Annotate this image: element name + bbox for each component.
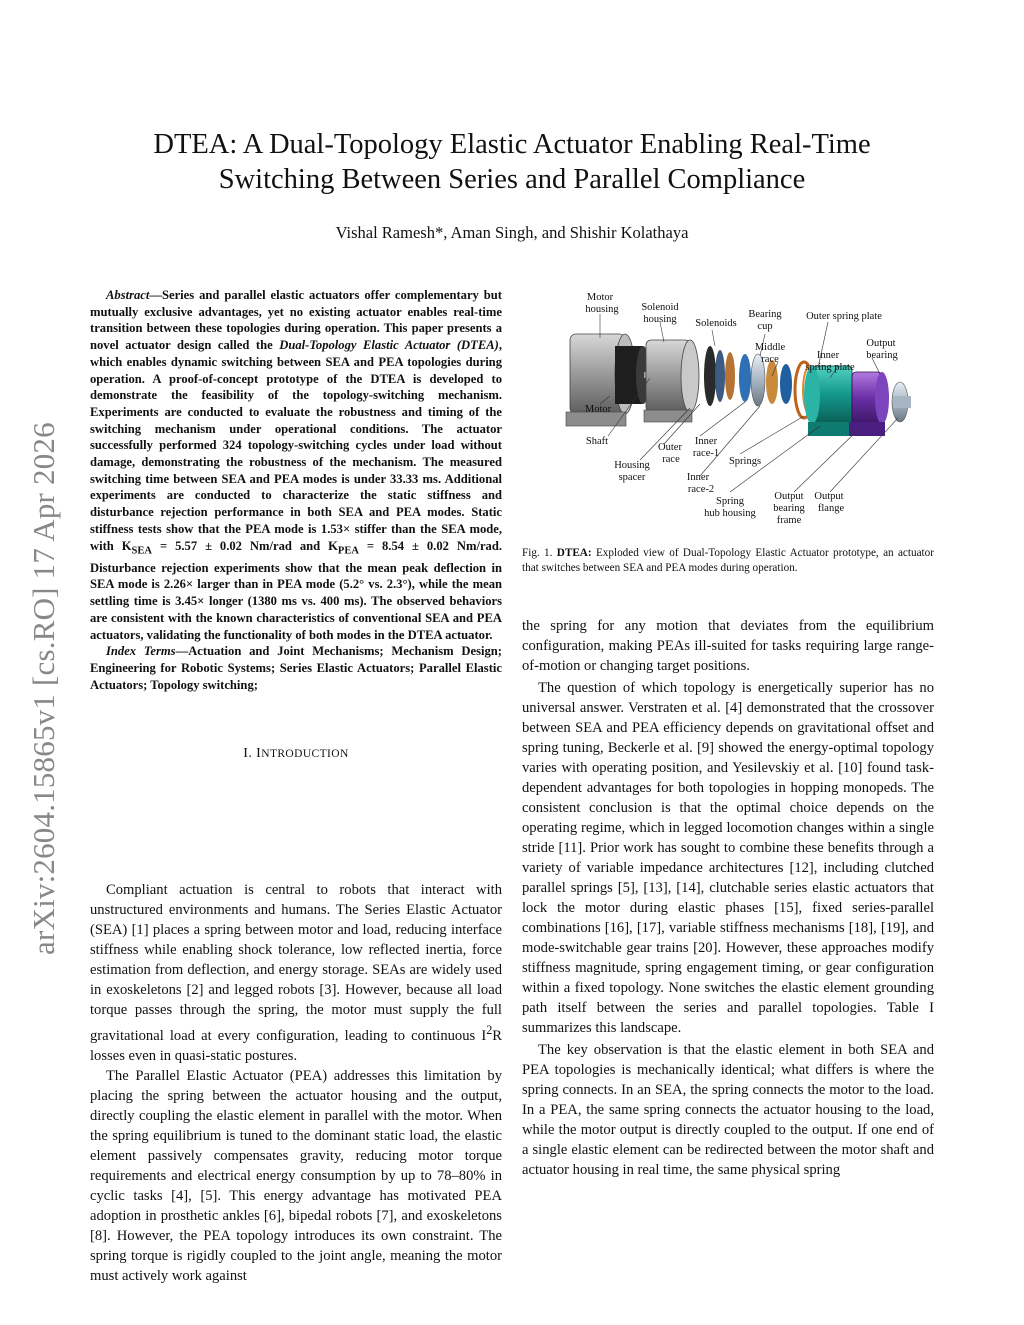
abstract-sub-sea: SEA xyxy=(131,545,152,557)
caption-text: Exploded view of Dual-Topology Elastic Actuator prototype, an actuator that switches between SEA and PEA modes during operation. xyxy=(522,547,934,574)
label-output-bearing-1: Output xyxy=(866,338,896,349)
section-first-letter: I xyxy=(256,746,262,761)
label-inner-race-1-2: race-1 xyxy=(692,448,720,459)
label-spring-hub-2: hub housing xyxy=(704,508,756,519)
author-list: Vishal Ramesh*, Aman Singh, and Shishir Kolathaya xyxy=(335,223,689,242)
label-motor-housing-2: housing xyxy=(585,304,619,315)
label-output-bearing-frame-3: frame xyxy=(776,515,802,526)
right-paragraph-continued: the spring for any motion that deviates from the equilibrium configuration, making PEAs ill-suited for tasks requiring large range-of-motion or changing target positions. xyxy=(522,618,934,674)
label-output-flange-2: flange xyxy=(817,503,845,514)
exploded-view-drawing xyxy=(560,286,920,532)
abstract-text-2: , which enables dynamic switching between SEA and PEA topologies during operation. A proof-of-concept prototype of the DTEA is developed to demonstrate the feasibility of the topology-switching mechanism. Experiments are conducted to evaluate the robustness and timing of the switching mechanism under operational conditions. The actuator successfully performed 324 topology-switching cycles under load without damage, demonstrating the robustness of the mechanism. The measured switching time between SEA and PEA modes is under 33.33 ms. Additional experiments are conducted to characterize the static stiffness and disturbance rejection performance in both SEA and PEA modes. Static stiffness tests show that the PEA mode is 1.53× stiffer than the SEA mode, with K xyxy=(90,338,502,553)
index-terms-label: Index Terms xyxy=(106,644,176,659)
label-inner-race-2-2: race-2 xyxy=(687,484,715,495)
abstract-paragraph xyxy=(90,287,502,643)
label-output-flange-1: Output xyxy=(814,491,844,502)
label-spring-hub-1: Spring xyxy=(715,496,745,507)
label-output-bearing-frame-2: bearing xyxy=(773,503,805,514)
title-line-1: DTEA: A Dual-Topology Elastic Actuator Enabling Real-Time xyxy=(153,129,871,160)
label-solenoid-housing-2: housing xyxy=(643,314,677,325)
leader-solenoids xyxy=(712,330,715,346)
leader-springs xyxy=(740,416,804,454)
abstract-label: Abstract xyxy=(106,288,150,302)
intro-p1-text-a: Compliant actuation is central to robots that interact with unstructured environments and humans. The Series Elastic Actuator (SEA) [1] places a spring between motor and load, reducing interface stiffness while enabling shock tolerance, low reflected inertia, force estimation from deflection, and energy storage. SEAs are widely used in exoskeletons [2] and legged robots [3]. However, because all load torque passes through the spring, the motor must supply the full gravitational load at every configuration, leading to continuous I xyxy=(90,882,502,1044)
label-bearing-cup-1: Bearing xyxy=(748,309,782,320)
label-solenoid-housing-1: Solenoid xyxy=(641,302,679,313)
section-numeral: I. xyxy=(243,746,257,761)
label-middle-race-1: Middle xyxy=(754,342,786,353)
paper-title xyxy=(90,127,934,197)
label-inner-spring-plate-2: spring plate xyxy=(805,362,855,373)
abstract-sub-pea: PEA xyxy=(337,545,359,557)
caption-bold: DTEA: xyxy=(556,547,592,559)
leader-solenoid-housing xyxy=(660,322,664,342)
section-rest: NTRODUCTION xyxy=(261,748,349,760)
label-shaft: Shaft xyxy=(585,436,609,447)
output-flange-part xyxy=(892,382,911,422)
label-bearing-cup-2: cup xyxy=(757,321,773,332)
left-column-body xyxy=(90,880,502,1286)
index-terms xyxy=(90,643,502,693)
intro-p1-text-b: R losses even in quasi-static postures. xyxy=(90,1027,502,1064)
right-paragraph-topology: The question of which topology is energetically superior has no universal answer. Verstraten et al. [4] demonstrated that the crossover between SEA and PEA efficiency depends on gravitational offset and spring tuning, Beckerle et al. [9] showed the energy-optimal topology varies with operating position, and Yesilevskiy et al. [10] found task-dependent advantages for both topologies in hopping monopeds. The consistent conclusion is that the optimal choice depends on the operating regime, which in legged locomotion changes within a single stride [11]. Prior work has sought to combine these benefits through a variety of variable impedance architectures [12], including clutched parallel springs [5], [13], [14], clutchable series elastic actuators that lock the motor during elastic phases [15], fixed series-parallel combinations [16], [17], variable stiffness mechanisms [18], [19], and mode-switchable gear trains [20]. However, these approaches modify stiffness magnitude, spring engagement timing, or gear configuration within a fixed topology. None switches the elastic element grounding path itself between the series and parallel topologies. Table I summarizes this landscape. xyxy=(522,680,934,1036)
leader-inner-race-1 xyxy=(700,402,745,436)
index-terms-dash: — xyxy=(175,644,189,659)
label-inner-race-2-1: Inner xyxy=(686,472,710,483)
abstract-dash: — xyxy=(149,288,162,302)
label-motor: Motor xyxy=(584,404,612,415)
label-middle-race-2: race xyxy=(761,354,779,365)
label-motor-housing-1: Motor xyxy=(586,292,614,303)
caption-label: Fig. 1. xyxy=(522,547,557,559)
abstract-text-4: = 8.54 ± 0.02 Nm/rad. Disturbance rejection experiments show that the mean peak deflection in SEA mode is 2.26× larger than in PEA mode (5.2° vs. 2.3°), while the mean settling time is 3.45× longer (1380 ms vs. 400 ms). The observed behaviors are consistent with the known characteristics of conventional SEA and PEA actuators, validating the functionality of both modes in the DTEA actuator. xyxy=(90,538,502,642)
label-outer-race-2: race xyxy=(662,454,680,465)
abstract xyxy=(90,287,502,693)
figure-exploded-view xyxy=(560,286,920,532)
spring-hub-housing-part xyxy=(804,366,856,436)
label-outer-race-1: Outer xyxy=(658,442,682,453)
arxiv-identifier: arXiv:2604.15865v1 [cs.RO] 17 Apr 2026 xyxy=(26,422,61,955)
intro-paragraph-2: The Parallel Elastic Actuator (PEA) addresses this limitation by placing the spring between the actuator housing and the output, directly coupling the elastic element in parallel with the motor. When the spring equilibrium is tuned to the dominant static load, the elastic element passively compensates gravity, reducing motor torque requirements and electrical energy consumption by up to 78–80% in cyclic tasks [4], [5]. This energy advantage has motivated PEA adoption in prosthetic ankles [6], bipedal robots [7], and exoskeletons [8]. However, the PEA topology introduces its own constraint. The spring torque is rigidly coupled to the joint angle, meaning the motor must actively work against xyxy=(90,1067,502,1284)
label-output-bearing-2: bearing xyxy=(866,350,898,361)
label-outer-spring-plate: Outer spring plate xyxy=(806,311,882,322)
figure-caption xyxy=(522,546,934,576)
label-output-bearing-frame-1: Output xyxy=(774,491,804,502)
label-springs: Springs xyxy=(728,456,762,467)
label-housing-spacer-1: Housing xyxy=(614,460,650,471)
intro-paragraph-1 xyxy=(90,880,502,1066)
abstract-text-3: = 5.57 ± 0.02 Nm/rad and K xyxy=(151,538,338,553)
title-line-2: Switching Between Series and Parallel Compliance xyxy=(218,164,806,195)
intro-p1-superscript: 2 xyxy=(486,1023,493,1037)
right-column-body xyxy=(522,616,934,1180)
index-terms-text: Actuation and Joint Mechanisms; Mechanism Design; Engineering for Robotic Systems; Series Elastic Actuators; Parallel Elastic Actuators; Topology switching; xyxy=(90,644,502,692)
abstract-text-1: Series and parallel elastic actuators offer complementary but mutually exclusive advantages, yet no existing actuator enables real-time transition between these topologies during operation. This paper presents a novel actuator design called the xyxy=(90,288,502,353)
solenoids-part xyxy=(704,346,735,406)
right-paragraph-key-observation: The key observation is that the elastic element in both SEA and PEA topologies is mechanically identical; what differs is where the spring connects. In an SEA, the spring connects the motor to the load. In a PEA, the same spring connects the actuator housing to the load, while the motor output is directly coupled to the output. If one end of a single elastic element can be redirected between the motor shaft and actuator housing in real time, the same physical spring xyxy=(522,1042,934,1178)
solenoid-housing-part xyxy=(644,340,699,422)
abstract-actuator-name: Dual-Topology Elastic Actuator (DTEA) xyxy=(279,338,499,353)
label-housing-spacer-2: spacer xyxy=(618,472,646,483)
output-bearing-frame-part xyxy=(849,372,889,436)
label-solenoids: Solenoids xyxy=(695,318,737,329)
section-heading-introduction xyxy=(90,746,502,762)
label-inner-race-1-1: Inner xyxy=(694,436,718,447)
label-inner-spring-plate-1: Inner xyxy=(816,350,840,361)
